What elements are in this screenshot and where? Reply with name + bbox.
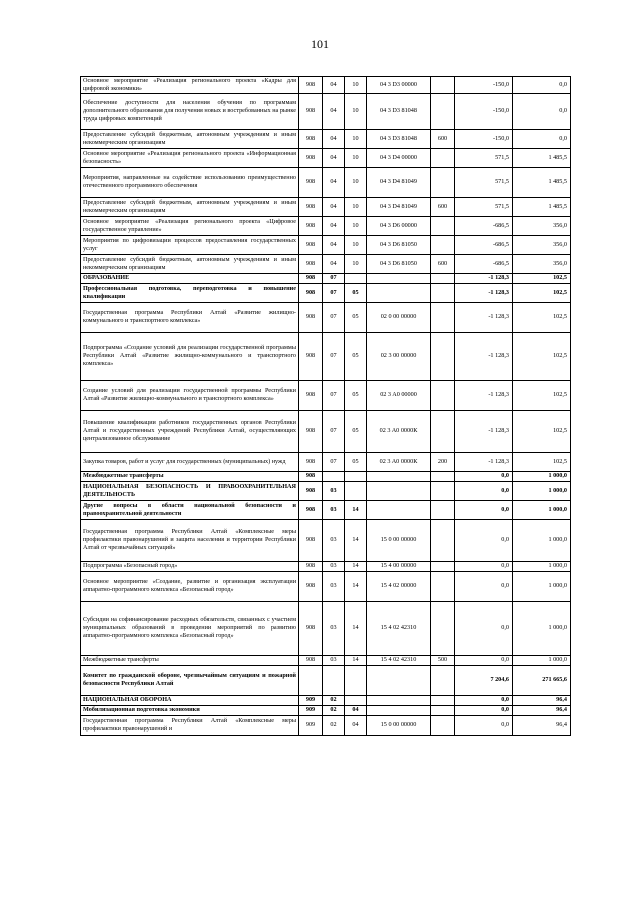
row-expense-type bbox=[431, 148, 455, 167]
row-amount-2020: 0,0 bbox=[513, 93, 571, 129]
row-amount-2020: 1 485,5 bbox=[513, 167, 571, 197]
row-section: 07 bbox=[323, 410, 345, 452]
row-target-article: 02 3 A0 0000К bbox=[367, 410, 431, 452]
row-amount-2020: 96,4 bbox=[513, 695, 571, 705]
row-section: 02 bbox=[323, 695, 345, 705]
row-admin-code: 908 bbox=[299, 410, 323, 452]
row-section: 07 bbox=[323, 380, 345, 410]
row-subsection: 04 bbox=[345, 705, 367, 715]
row-section: 07 bbox=[323, 452, 345, 471]
row-admin-code: 908 bbox=[299, 148, 323, 167]
row-section: 03 bbox=[323, 519, 345, 561]
row-expense-type bbox=[431, 695, 455, 705]
row-amount-2019: -1 128,3 bbox=[455, 283, 513, 302]
row-amount-2019: -1 128,3 bbox=[455, 380, 513, 410]
table-row bbox=[81, 167, 571, 197]
row-expense-type bbox=[431, 302, 455, 332]
row-subsection: 04 bbox=[345, 715, 367, 735]
row-amount-2019: 0,0 bbox=[455, 705, 513, 715]
row-section: 03 bbox=[323, 500, 345, 519]
row-name: НАЦИОНАЛЬНАЯ БЕЗОПАСНОСТЬ И ПРАВООХРАНИТЕЛЬНАЯ ДЕЯТЕЛЬНОСТЬ bbox=[81, 481, 299, 500]
row-name: Мероприятия, направленные на содействие использованию преимущественно отечественного программного обеспечения bbox=[81, 167, 299, 197]
row-target-article: 15 0 00 00000 bbox=[367, 715, 431, 735]
row-target-article: 04 3 D4 00000 bbox=[367, 148, 431, 167]
row-target-article: 02 3 00 00000 bbox=[367, 332, 431, 380]
row-amount-2020: 1 000,0 bbox=[513, 500, 571, 519]
row-target-article: 02 3 A0 00000 bbox=[367, 380, 431, 410]
row-section: 04 bbox=[323, 93, 345, 129]
row-target-article: 02 3 A0 0000К bbox=[367, 452, 431, 471]
row-section: 03 bbox=[323, 561, 345, 571]
row-name: Подпрограмма «Безопасный город» bbox=[81, 561, 299, 571]
row-amount-2019: -1 128,3 bbox=[455, 410, 513, 452]
row-amount-2020: 102,5 bbox=[513, 452, 571, 471]
row-section: 04 bbox=[323, 167, 345, 197]
row-admin-code: 908 bbox=[299, 197, 323, 216]
row-section: 04 bbox=[323, 129, 345, 148]
row-amount-2020: 1 000,0 bbox=[513, 481, 571, 500]
row-section bbox=[323, 471, 345, 481]
row-amount-2020: 0,0 bbox=[513, 77, 571, 94]
row-amount-2020: 96,4 bbox=[513, 705, 571, 715]
row-name: Основное мероприятие «Реализация регионального проекта «Информационная безопасность» bbox=[81, 148, 299, 167]
row-section: 04 bbox=[323, 216, 345, 235]
row-name: Мобилизационная подготовка экономики bbox=[81, 705, 299, 715]
row-amount-2019: 571,5 bbox=[455, 197, 513, 216]
row-expense-type bbox=[431, 665, 455, 695]
table-row bbox=[81, 705, 571, 715]
row-subsection: 10 bbox=[345, 216, 367, 235]
row-name: НАЦИОНАЛЬНАЯ ОБОРОНА bbox=[81, 695, 299, 705]
row-expense-type bbox=[431, 410, 455, 452]
row-admin-code: 908 bbox=[299, 332, 323, 380]
table-row bbox=[81, 129, 571, 148]
row-amount-2019: 0,0 bbox=[455, 471, 513, 481]
row-admin-code: 908 bbox=[299, 380, 323, 410]
row-admin-code: 908 bbox=[299, 254, 323, 273]
row-name: Основное мероприятие «Реализация регионального проекта «Кадры для цифровой экономики» bbox=[81, 77, 299, 94]
row-amount-2020: 1 485,5 bbox=[513, 197, 571, 216]
row-target-article: 04 3 D6 81050 bbox=[367, 235, 431, 254]
table-row bbox=[81, 380, 571, 410]
row-admin-code: 908 bbox=[299, 77, 323, 94]
row-target-article: 04 3 D3 00000 bbox=[367, 77, 431, 94]
row-target-article: 04 3 D4 81049 bbox=[367, 197, 431, 216]
row-admin-code: 908 bbox=[299, 601, 323, 655]
row-amount-2019: -1 128,3 bbox=[455, 332, 513, 380]
row-section: 04 bbox=[323, 254, 345, 273]
row-amount-2019: -686,5 bbox=[455, 235, 513, 254]
row-expense-type: 600 bbox=[431, 197, 455, 216]
row-name: Основное мероприятие «Реализация регионального проекта «Цифровое государственное управление» bbox=[81, 216, 299, 235]
row-expense-type bbox=[431, 601, 455, 655]
row-name: Подпрограмма «Создание условий для реализации государственной программы Республики Алтай «Развитие жилищно-коммунального и транспортного комплекса» bbox=[81, 332, 299, 380]
row-section: 04 bbox=[323, 77, 345, 94]
row-subsection: 14 bbox=[345, 571, 367, 601]
row-admin-code: 908 bbox=[299, 519, 323, 561]
row-subsection: 10 bbox=[345, 77, 367, 94]
row-admin-code: 908 bbox=[299, 452, 323, 471]
row-amount-2019: -1 128,3 bbox=[455, 302, 513, 332]
row-target-article: 15 4 00 00000 bbox=[367, 561, 431, 571]
row-subsection bbox=[345, 695, 367, 705]
row-admin-code: 908 bbox=[299, 302, 323, 332]
row-name: Предоставление субсидий бюджетным, автономным учреждениям и иным некоммерческим организациям bbox=[81, 254, 299, 273]
row-section: 03 bbox=[323, 481, 345, 500]
row-amount-2020: 271 665,6 bbox=[513, 665, 571, 695]
row-amount-2019: -150,0 bbox=[455, 129, 513, 148]
table-row bbox=[81, 197, 571, 216]
row-subsection: 05 bbox=[345, 302, 367, 332]
row-target-article bbox=[367, 695, 431, 705]
row-section: 04 bbox=[323, 235, 345, 254]
row-admin-code: 909 bbox=[299, 695, 323, 705]
table-row bbox=[81, 471, 571, 481]
row-subsection: 05 bbox=[345, 452, 367, 471]
row-section: 03 bbox=[323, 571, 345, 601]
table-row bbox=[81, 601, 571, 655]
row-amount-2019: -150,0 bbox=[455, 77, 513, 94]
row-name: Профессиональная подготовка, переподготовка и повышение квалификации bbox=[81, 283, 299, 302]
row-expense-type bbox=[431, 77, 455, 94]
row-subsection: 10 bbox=[345, 167, 367, 197]
row-admin-code: 908 bbox=[299, 167, 323, 197]
row-section: 07 bbox=[323, 273, 345, 283]
row-amount-2020: 102,5 bbox=[513, 332, 571, 380]
row-section: 02 bbox=[323, 715, 345, 735]
row-section: 02 bbox=[323, 705, 345, 715]
row-admin-code: 908 bbox=[299, 571, 323, 601]
row-name: Другие вопросы в области национальной безопасности и правоохранительной деятельности bbox=[81, 500, 299, 519]
row-name: Государственная программа Республики Алтай «Комплексные меры профилактики правонарушений и защита населения и территории Республики Алтай от чрезвычайных ситуаций» bbox=[81, 519, 299, 561]
row-admin-code: 908 bbox=[299, 283, 323, 302]
row-target-article: 15 4 02 42310 bbox=[367, 601, 431, 655]
row-amount-2020: 1 000,0 bbox=[513, 471, 571, 481]
row-subsection: 05 bbox=[345, 283, 367, 302]
table-row bbox=[81, 500, 571, 519]
row-admin-code: 908 bbox=[299, 561, 323, 571]
row-amount-2020: 102,5 bbox=[513, 273, 571, 283]
row-amount-2020: 102,5 bbox=[513, 283, 571, 302]
row-name: Субсидии на софинансирование расходных обязательств, связанных с участием муниципальных образований в проведении мероприятий по развитию аппаратно-программного комплекса «Безопасный город» bbox=[81, 601, 299, 655]
row-name: Комитет по гражданской обороне, чрезвычайным ситуациям и пожарной безопасности Республики Алтай bbox=[81, 665, 299, 695]
row-expense-type bbox=[431, 93, 455, 129]
row-section: 04 bbox=[323, 148, 345, 167]
row-amount-2019: -1 128,3 bbox=[455, 452, 513, 471]
row-target-article: 15 4 02 42310 bbox=[367, 655, 431, 665]
table-row bbox=[81, 77, 571, 94]
table-row bbox=[81, 148, 571, 167]
row-name: Государственная программа Республики Алтай «Развитие жилищно-коммунального и транспортного комплекса» bbox=[81, 302, 299, 332]
page-number: 101 bbox=[311, 37, 329, 51]
row-admin-code: 908 bbox=[299, 471, 323, 481]
row-subsection: 14 bbox=[345, 519, 367, 561]
row-amount-2020: 356,0 bbox=[513, 235, 571, 254]
row-amount-2020: 102,5 bbox=[513, 410, 571, 452]
row-admin-code: 908 bbox=[299, 500, 323, 519]
row-expense-type bbox=[431, 715, 455, 735]
row-name: Межбюджетные трансферты bbox=[81, 471, 299, 481]
row-expense-type: 500 bbox=[431, 655, 455, 665]
row-name: Повышение квалификации работников государственных органов Республики Алтай и государственных учреждений Республики Алтай, осуществляющих централизованное обслуживание bbox=[81, 410, 299, 452]
row-name: Мероприятия по цифровизации процессов предоставления государственных услуг bbox=[81, 235, 299, 254]
row-amount-2020: 356,0 bbox=[513, 216, 571, 235]
row-subsection bbox=[345, 273, 367, 283]
row-target-article: 15 0 00 00000 bbox=[367, 519, 431, 561]
row-amount-2020: 1 000,0 bbox=[513, 655, 571, 665]
table-row bbox=[81, 216, 571, 235]
row-expense-type bbox=[431, 519, 455, 561]
row-amount-2019: -1 128,3 bbox=[455, 273, 513, 283]
row-name: Основное мероприятие «Создание, развитие и организация эксплуатации аппаратно-программного комплекса «Безопасный город» bbox=[81, 571, 299, 601]
row-subsection: 14 bbox=[345, 500, 367, 519]
row-subsection: 14 bbox=[345, 561, 367, 571]
row-amount-2019: 0,0 bbox=[455, 519, 513, 561]
row-name: Обеспечение доступности для населения обучения по программам дополнительного образования для получения новых и востребованных на рынке труда цифровых компетенций bbox=[81, 93, 299, 129]
row-amount-2019: 0,0 bbox=[455, 655, 513, 665]
row-amount-2020: 1 000,0 bbox=[513, 519, 571, 561]
row-expense-type bbox=[431, 571, 455, 601]
table-row bbox=[81, 695, 571, 705]
row-subsection: 05 bbox=[345, 410, 367, 452]
table-row bbox=[81, 571, 571, 601]
row-expense-type bbox=[431, 167, 455, 197]
row-target-article: 02 0 00 00000 bbox=[367, 302, 431, 332]
row-admin-code: 908 bbox=[299, 129, 323, 148]
row-amount-2019: 0,0 bbox=[455, 715, 513, 735]
row-expense-type: 600 bbox=[431, 129, 455, 148]
table-row bbox=[81, 519, 571, 561]
row-name: Создание условий для реализации государственной программы Республики Алтай «Развитие жилищно-коммунального и транспортного комплекса» bbox=[81, 380, 299, 410]
row-target-article: 04 3 D3 81048 bbox=[367, 129, 431, 148]
row-section: 07 bbox=[323, 332, 345, 380]
row-amount-2020: 1 485,5 bbox=[513, 148, 571, 167]
row-amount-2020: 102,5 bbox=[513, 380, 571, 410]
row-subsection bbox=[345, 481, 367, 500]
row-expense-type bbox=[431, 471, 455, 481]
row-target-article bbox=[367, 665, 431, 695]
row-amount-2019: 0,0 bbox=[455, 481, 513, 500]
row-target-article: 15 4 02 00000 bbox=[367, 571, 431, 601]
row-admin-code: 909 bbox=[299, 705, 323, 715]
table-row bbox=[81, 715, 571, 735]
row-amount-2020: 1 000,0 bbox=[513, 571, 571, 601]
row-amount-2019: 0,0 bbox=[455, 571, 513, 601]
table-row bbox=[81, 273, 571, 283]
row-target-article: 04 3 D6 00000 bbox=[367, 216, 431, 235]
row-name: Предоставление субсидий бюджетным, автономным учреждениям и иным некоммерческим организациям bbox=[81, 197, 299, 216]
row-expense-type bbox=[431, 500, 455, 519]
row-expense-type bbox=[431, 273, 455, 283]
table-row bbox=[81, 332, 571, 380]
row-amount-2019: 571,5 bbox=[455, 148, 513, 167]
row-section: 07 bbox=[323, 283, 345, 302]
row-target-article bbox=[367, 273, 431, 283]
row-target-article bbox=[367, 500, 431, 519]
row-admin-code: 908 bbox=[299, 655, 323, 665]
row-expense-type bbox=[431, 705, 455, 715]
row-name: Государственная программа Республики Алтай «Комплексные меры профилактики правонарушений и bbox=[81, 715, 299, 735]
row-admin-code: 908 bbox=[299, 235, 323, 254]
row-amount-2019: 0,0 bbox=[455, 601, 513, 655]
row-expense-type bbox=[431, 380, 455, 410]
row-target-article bbox=[367, 283, 431, 302]
row-expense-type bbox=[431, 216, 455, 235]
row-amount-2019: 571,5 bbox=[455, 167, 513, 197]
table-row bbox=[81, 254, 571, 273]
row-admin-code: 908 bbox=[299, 481, 323, 500]
row-target-article bbox=[367, 705, 431, 715]
table-row bbox=[81, 452, 571, 471]
row-target-article: 04 3 D4 81049 bbox=[367, 167, 431, 197]
row-amount-2020: 0,0 bbox=[513, 129, 571, 148]
row-name: Закупка товаров, работ и услуг для государственных (муниципальных) нужд bbox=[81, 452, 299, 471]
row-amount-2020: 96,4 bbox=[513, 715, 571, 735]
row-amount-2020: 1 000,0 bbox=[513, 601, 571, 655]
row-amount-2019: -686,5 bbox=[455, 254, 513, 273]
row-subsection: 05 bbox=[345, 332, 367, 380]
row-expense-type bbox=[431, 283, 455, 302]
row-admin-code: 908 bbox=[299, 93, 323, 129]
table-row bbox=[81, 302, 571, 332]
table-row bbox=[81, 93, 571, 129]
row-subsection: 14 bbox=[345, 601, 367, 655]
row-target-article bbox=[367, 471, 431, 481]
row-subsection: 05 bbox=[345, 380, 367, 410]
table-row bbox=[81, 561, 571, 571]
row-amount-2019: 0,0 bbox=[455, 561, 513, 571]
row-section: 03 bbox=[323, 655, 345, 665]
table-row bbox=[81, 283, 571, 302]
row-subsection bbox=[345, 471, 367, 481]
table-row bbox=[81, 410, 571, 452]
row-section: 04 bbox=[323, 197, 345, 216]
row-amount-2019: 7 204,6 bbox=[455, 665, 513, 695]
row-amount-2020: 102,5 bbox=[513, 302, 571, 332]
row-amount-2019: 0,0 bbox=[455, 500, 513, 519]
row-subsection: 14 bbox=[345, 655, 367, 665]
row-subsection: 10 bbox=[345, 148, 367, 167]
row-admin-code bbox=[299, 665, 323, 695]
row-target-article: 04 3 D6 81050 bbox=[367, 254, 431, 273]
row-section: 07 bbox=[323, 302, 345, 332]
row-admin-code: 909 bbox=[299, 715, 323, 735]
row-subsection: 10 bbox=[345, 93, 367, 129]
row-subsection: 10 bbox=[345, 254, 367, 273]
row-subsection: 10 bbox=[345, 129, 367, 148]
row-amount-2019: 0,0 bbox=[455, 695, 513, 705]
row-amount-2019: -150,0 bbox=[455, 93, 513, 129]
row-subsection bbox=[345, 665, 367, 695]
row-amount-2019: -686,5 bbox=[455, 216, 513, 235]
row-amount-2020: 1 000,0 bbox=[513, 561, 571, 571]
row-admin-code: 908 bbox=[299, 216, 323, 235]
row-subsection: 10 bbox=[345, 197, 367, 216]
row-section bbox=[323, 665, 345, 695]
row-expense-type bbox=[431, 235, 455, 254]
table-row bbox=[81, 655, 571, 665]
row-admin-code: 908 bbox=[299, 273, 323, 283]
row-target-article: 04 3 D3 81048 bbox=[367, 93, 431, 129]
row-expense-type bbox=[431, 332, 455, 380]
row-expense-type bbox=[431, 481, 455, 500]
row-target-article bbox=[367, 481, 431, 500]
row-section: 03 bbox=[323, 601, 345, 655]
budget-table bbox=[80, 76, 571, 736]
row-name: ОБРАЗОВАНИЕ bbox=[81, 273, 299, 283]
table-row bbox=[81, 665, 571, 695]
row-expense-type: 600 bbox=[431, 254, 455, 273]
row-expense-type: 200 bbox=[431, 452, 455, 471]
row-subsection: 10 bbox=[345, 235, 367, 254]
table-row bbox=[81, 481, 571, 500]
row-name: Предоставление субсидий бюджетным, автономным учреждениям и иным некоммерческим организациям bbox=[81, 129, 299, 148]
row-amount-2020: 356,0 bbox=[513, 254, 571, 273]
row-expense-type bbox=[431, 561, 455, 571]
table-row bbox=[81, 235, 571, 254]
row-name: Межбюджетные трансферты bbox=[81, 655, 299, 665]
